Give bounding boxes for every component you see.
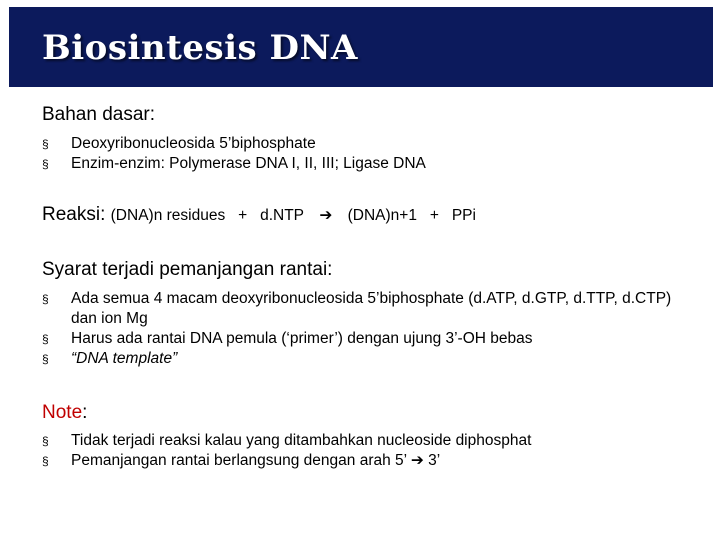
list-item-text: Ada semua 4 macam deoxyribonucleosida 5’biphosphate (d.ATP, d.GTP, d.TTP, d.CTP) dan ion Mg bbox=[71, 290, 672, 327]
list-item bbox=[42, 134, 692, 154]
list-item-text: “DNA template” bbox=[71, 350, 178, 367]
bahan-heading: Bahan dasar: bbox=[42, 104, 156, 125]
list-item bbox=[42, 349, 692, 369]
bullet-icon: § bbox=[42, 157, 49, 171]
reaction-arrow-icon: ➔ bbox=[319, 206, 333, 224]
bullet-icon: § bbox=[42, 454, 49, 468]
syarat-list bbox=[42, 289, 692, 369]
list-item bbox=[42, 451, 692, 471]
list-item bbox=[42, 431, 692, 451]
list-item-text: Enzim-enzim: Polymerase DNA I, II, III; Ligase DNA bbox=[71, 155, 426, 172]
note-heading bbox=[42, 402, 87, 424]
reaction-line bbox=[42, 204, 476, 226]
note-colon: : bbox=[82, 402, 88, 423]
list-item-text: Tidak terjadi reaksi kalau yang ditambahkan nucleoside diphosphat bbox=[71, 432, 532, 449]
note-list bbox=[42, 431, 692, 471]
bullet-icon: § bbox=[42, 352, 49, 366]
bullet-icon: § bbox=[42, 434, 49, 448]
reaction-left: (DNA)n residues + d.NTP bbox=[110, 207, 305, 224]
list-item-text: Pemanjangan rantai berlangsung dengan arah 5’ ➔ 3’ bbox=[71, 452, 441, 469]
bullet-icon: § bbox=[42, 332, 49, 346]
slide-title: Biosintesis DNA bbox=[42, 28, 358, 68]
syarat-heading: Syarat terjadi pemanjangan rantai: bbox=[42, 259, 333, 280]
list-item-text: Deoxyribonucleosida 5’biphosphate bbox=[71, 135, 316, 152]
title-bar bbox=[0, 0, 720, 94]
reaction-right: (DNA)n+1 + PPi bbox=[347, 207, 476, 224]
bahan-list bbox=[42, 134, 692, 174]
bullet-icon: § bbox=[42, 137, 49, 151]
list-item bbox=[42, 289, 692, 329]
list-item bbox=[42, 154, 692, 174]
list-item bbox=[42, 329, 692, 349]
list-item-text: Harus ada rantai DNA pemula (‘primer’) dengan ujung 3’-OH bebas bbox=[71, 330, 533, 347]
note-label: Note bbox=[42, 402, 83, 423]
bullet-icon: § bbox=[42, 292, 49, 306]
reaction-label: Reaksi: bbox=[42, 204, 106, 225]
